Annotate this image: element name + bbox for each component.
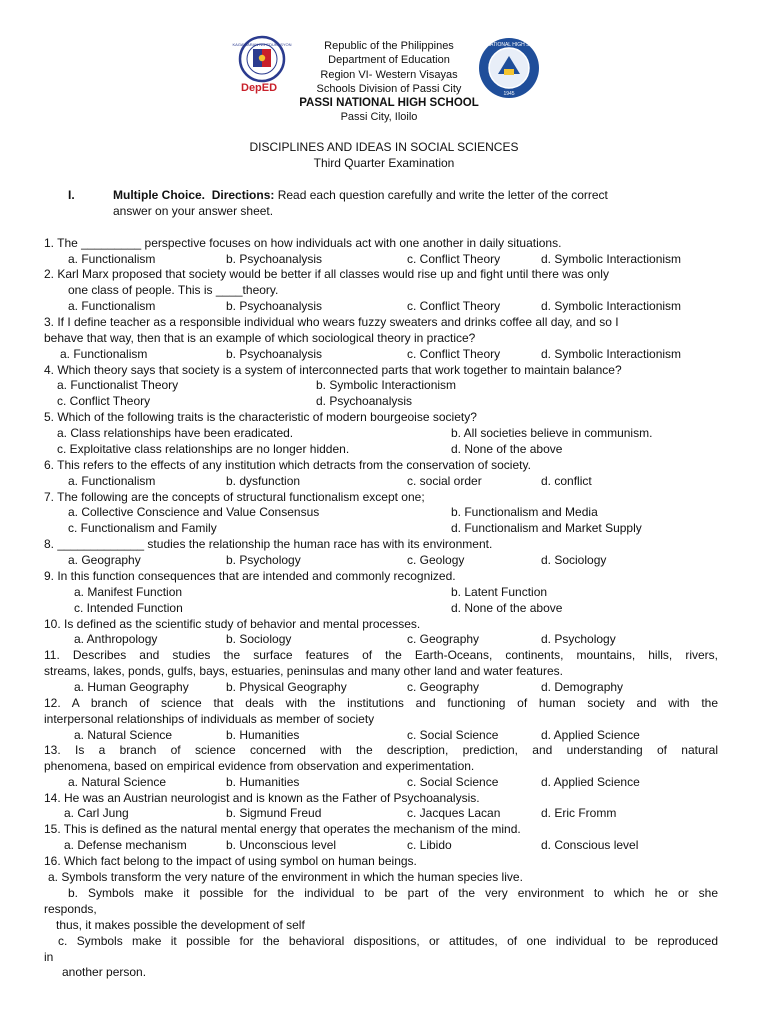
question-14: 14. He was an Austrian neurologist and is known as the Father of Psychoanalysis.	[44, 791, 480, 805]
q8-option-a: a. Geography	[68, 553, 141, 567]
q11-option-b: b. Physical Geography	[226, 680, 347, 694]
directions-text-cont: answer on your answer sheet.	[113, 204, 274, 218]
q4-option-b: b. Symbolic Interactionism	[316, 378, 457, 392]
q5-option-a: a. Class relationships have been eradicated.	[57, 426, 294, 440]
q14-option-d: d. Eric Fromm	[541, 806, 617, 820]
directions-label: Directions:	[211, 188, 275, 202]
q13-option-b: b. Humanities	[226, 775, 300, 789]
q13-option-c: c. Social Science	[407, 775, 499, 789]
q3-option-b: b. Psychoanalysis	[226, 347, 323, 361]
department-line: Department of Education	[328, 54, 450, 67]
q10-option-d: d. Psychology	[541, 632, 616, 646]
question-5: 5. Which of the following traits is the characteristic of modern bourgeoise society?	[44, 410, 477, 424]
q3-option-d: d. Symbolic Interactionism	[541, 347, 682, 361]
q14-option-b: b. Sigmund Freud	[226, 806, 322, 820]
q6-option-b: b. dysfunction	[226, 474, 301, 488]
q5-option-d: d. None of the above	[451, 442, 563, 456]
section-number: I.	[68, 188, 75, 202]
school-location: Passi City, Iloilo	[340, 111, 418, 124]
svg-text:1945: 1945	[503, 91, 515, 97]
q9-option-c: c. Intended Function	[74, 601, 183, 615]
q7-option-c: c. Functionalism and Family	[68, 521, 217, 535]
svg-text:DepED: DepED	[241, 82, 278, 94]
q8-option-b: b. Psychology	[226, 553, 301, 567]
q10-option-a: a. Anthropology	[74, 632, 158, 646]
q7-option-b: b. Functionalism and Media	[451, 505, 598, 519]
section-directions	[113, 188, 608, 203]
q3-option-c: c. Conflict Theory	[407, 347, 501, 361]
q5-option-b: b. All societies believe in communism.	[451, 426, 653, 440]
q4-option-c: c. Conflict Theory	[57, 394, 151, 408]
q13-option-d: d. Applied Science	[541, 775, 640, 789]
question-6: 6. This refers to the effects of any institution which detracts from the conservation of society.	[44, 458, 531, 472]
q7-option-a: a. Collective Conscience and Value Consensus	[68, 505, 320, 519]
q2-option-a: a. Functionalism	[68, 299, 156, 313]
q8-option-d: d. Sociology	[541, 553, 607, 567]
q16-option-b-cont: responds,	[44, 902, 97, 916]
region-line: Region VI- Western Visayas	[320, 68, 458, 81]
q2-option-d: d. Symbolic Interactionism	[541, 299, 682, 313]
q15-option-b: b. Unconscious level	[226, 838, 337, 852]
q11-option-c: c. Geography	[407, 680, 480, 694]
question-10: 10. Is defined as the scientific study of behavior and mental processes.	[44, 617, 421, 631]
question-16: 16. Which fact belong to the impact of using symbol on human beings.	[44, 854, 417, 868]
question-8: 8. _____________ studies the relationship the human race has with its environment.	[44, 537, 493, 551]
q4-option-d: d. Psychoanalysis	[316, 394, 413, 408]
q10-option-c: c. Geography	[407, 632, 480, 646]
exam-title: DISCIPLINES AND IDEAS IN SOCIAL SCIENCES	[249, 140, 519, 154]
q16-option-a: a. Symbols transform the very nature of the environment in which the human species live.	[48, 870, 523, 884]
q16-option-c: c. Symbols make it possible for the behavioral dispositions, or attitudes, of one individual to be reproduced	[58, 934, 718, 948]
q6-option-a: a. Functionalism	[68, 474, 156, 488]
q9-option-b: b. Latent Function	[451, 585, 548, 599]
question-3-cont: behave that way, then that is an example of which sociological theory in practice?	[44, 331, 476, 345]
q15-option-c: c. Libido	[407, 838, 452, 852]
section-label: Multiple Choice.	[113, 188, 206, 202]
question-11: 11. Describes and studies the surface features of the Earth-Oceans, continents, mountains, hills, rivers,	[44, 648, 718, 662]
question-2: 2. Karl Marx proposed that society would be better if all classes would rise up and fight until there was only	[44, 267, 609, 281]
q6-option-d: d. conflict	[541, 474, 592, 488]
q12-option-a: a. Natural Science	[74, 728, 173, 742]
question-9: 9. In this function consequences that are intended and commonly recognized.	[44, 569, 456, 583]
q10-option-b: b. Sociology	[226, 632, 292, 646]
svg-text:KAGAWARAN NG EDUKASYON: KAGAWARAN NG EDUKASYON	[232, 42, 292, 47]
question-11-cont: streams, lakes, ponds, gulfs, bays, estuaries, peninsulas and many other land and water features.	[44, 664, 563, 678]
q16-option-b: b. Symbols make it possible for the individual to be part of the very environment to which he or she	[68, 886, 718, 900]
q15-option-a: a. Defense mechanism	[64, 838, 187, 852]
q1-option-a: a. Functionalism	[68, 252, 156, 266]
q14-option-a: a. Carl Jung	[64, 806, 129, 820]
q11-option-a: a. Human Geography	[74, 680, 189, 694]
q9-option-a: a. Manifest Function	[74, 585, 183, 599]
q14-option-c: c. Jacques Lacan	[407, 806, 501, 820]
exam-subtitle: Third Quarter Examination	[313, 156, 455, 170]
q1-option-b: b. Psychoanalysis	[226, 252, 323, 266]
q2-option-c: c. Conflict Theory	[407, 299, 501, 313]
q12-option-b: b. Humanities	[226, 728, 300, 742]
school-seal-icon	[470, 36, 548, 100]
q5-option-c: c. Exploitative class relationships are no longer hidden.	[57, 442, 350, 456]
question-12: 12. A branch of science that deals with the institutions and functioning of human society and with the	[44, 696, 718, 710]
question-13: 13. Is a branch of science concerned with the description, prediction, and understanding of natural	[44, 743, 718, 757]
question-4: 4. Which theory says that society is a system of interconnected parts that work together to maintain balance?	[44, 363, 622, 377]
q16-option-b-cont2: thus, it makes possible the development of self	[56, 918, 305, 932]
question-12-cont: interpersonal relationships of individuals as member of society	[44, 712, 375, 726]
letterhead	[232, 30, 548, 130]
question-15: 15. This is defined as the natural mental energy that operates the mechanism of the mind.	[44, 822, 521, 836]
q12-option-d: d. Applied Science	[541, 728, 640, 742]
question-13-cont: phenomena, based on empirical evidence from observation and experimentation.	[44, 759, 475, 773]
q13-option-a: a. Natural Science	[68, 775, 167, 789]
q6-option-c: c. social order	[407, 474, 482, 488]
school-name: PASSI NATIONAL HIGH SCHOOL	[299, 97, 479, 110]
question-3: 3. If I define teacher as a responsible individual who wears fuzzy sweaters and drinks coffee all day, and so I	[44, 315, 619, 329]
q4-option-a: a. Functionalist Theory	[57, 378, 179, 392]
q1-option-c: c. Conflict Theory	[407, 252, 501, 266]
question-2-cont: one class of people. This is ____theory.	[68, 283, 279, 297]
republic-line: Republic of the Philippines	[324, 40, 454, 52]
q1-option-d: d. Symbolic Interactionism	[541, 252, 682, 266]
q9-option-d: d. None of the above	[451, 601, 563, 615]
q8-option-c: c. Geology	[407, 553, 465, 567]
q11-option-d: d. Demography	[541, 680, 624, 694]
q12-option-c: c. Social Science	[407, 728, 499, 742]
q15-option-d: d. Conscious level	[541, 838, 639, 852]
q16-option-c-cont2: another person.	[62, 965, 147, 979]
directions-text: Read each question carefully and write the letter of the correct	[274, 188, 608, 202]
q3-option-a: a. Functionalism	[60, 347, 148, 361]
q2-option-b: b. Psychoanalysis	[226, 299, 323, 313]
q16-option-c-cont: in	[44, 950, 54, 964]
question-7: 7. The following are the concepts of structural functionalism except one;	[44, 490, 425, 504]
division-line: Schools Division of Passi City	[316, 82, 462, 95]
q7-option-d: d. Functionalism and Market Supply	[451, 521, 642, 535]
svg-text:PASSI NATIONAL HIGH SCHOOL: PASSI NATIONAL HIGH SCHOOL	[470, 42, 548, 48]
question-1: 1. The _________ perspective focuses on how individuals act with one another in daily situations.	[44, 236, 562, 250]
